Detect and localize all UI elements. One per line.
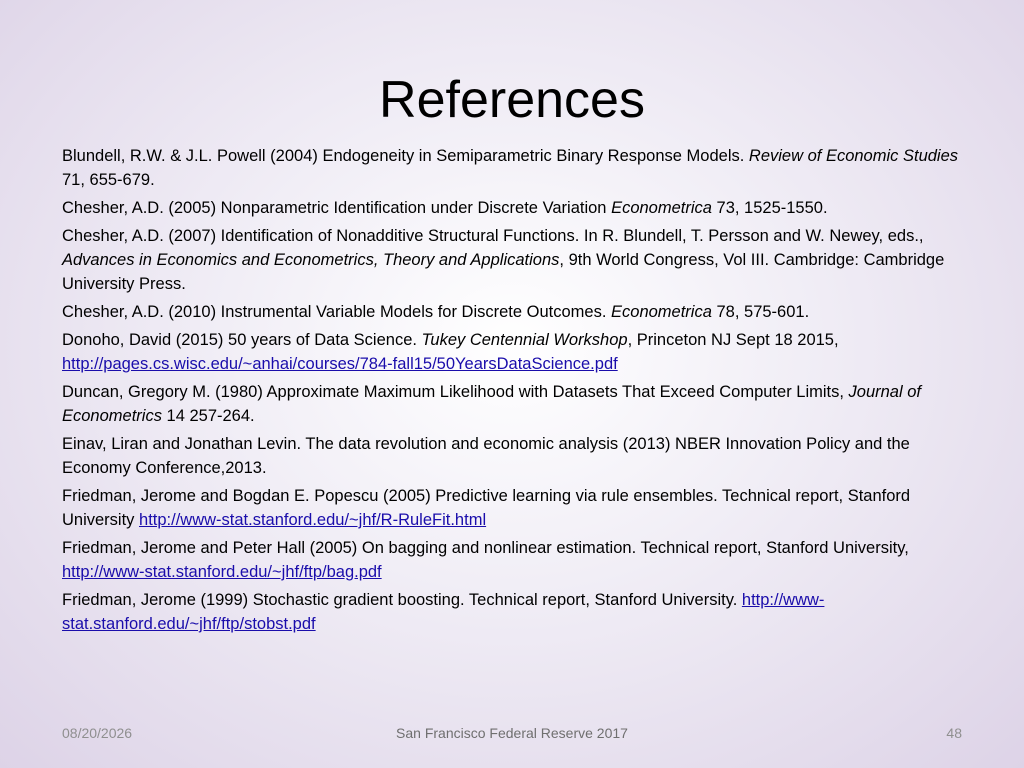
slide-title: References <box>379 71 645 129</box>
reference-source: Tukey Centennial Workshop <box>421 331 628 349</box>
reference-item <box>62 536 962 584</box>
footer-date: 08/20/2026 <box>62 725 133 741</box>
reference-text: Einav, Liran and Jonathan Levin. The data revolution and economic analysis (2013) NBER Innovation Policy and the Economy Conference,2013. <box>62 435 910 477</box>
reference-details: , 9th World Congress, Vol III. Cambridge: Cambridge University Press. <box>62 251 945 293</box>
reference-item <box>62 224 962 296</box>
reference-item <box>62 196 962 220</box>
reference-source: Review of Economic Studies <box>748 147 959 165</box>
slide-number: 48 <box>946 725 962 741</box>
reference-link[interactable]: http://pages.cs.wisc.edu/~anhai/courses/784-fall15/50YearsDataScience.pdf <box>62 355 618 373</box>
reference-list <box>62 144 962 640</box>
reference-item <box>62 432 962 480</box>
reference-item <box>62 144 962 192</box>
reference-item <box>62 484 962 532</box>
reference-text: Chesher, A.D. (2010) Instrumental Variable Models for Discrete Outcomes. <box>62 303 612 321</box>
reference-text: Duncan, Gregory M. (1980) Approximate Maximum Likelihood with Datasets That Exceed Computer Limits, <box>62 383 849 401</box>
reference-text: Chesher, A.D. (2007) Identification of Nonadditive Structural Functions. In R. Blundell, T. Persson and W. Newey, eds., <box>62 227 924 245</box>
reference-text: Donoho, David (2015) 50 years of Data Science. <box>62 331 422 349</box>
reference-link[interactable]: http://www-stat.stanford.edu/~jhf/ftp/bag.pdf <box>62 563 382 581</box>
reference-details: , Princeton NJ Sept 18 2015, <box>627 331 839 349</box>
reference-item <box>62 328 962 376</box>
reference-item <box>62 300 962 324</box>
reference-text: Blundell, R.W. & J.L. Powell (2004) Endogeneity in Semiparametric Binary Response Models. <box>62 147 749 165</box>
reference-details: 78, 575-601. <box>711 303 810 321</box>
reference-source: Econometrica <box>611 199 712 217</box>
reference-link[interactable]: http://www-stat.stanford.edu/~jhf/ftp/stobst.pdf <box>62 591 825 633</box>
footer-title: San Francisco Federal Reserve 2017 <box>396 725 628 741</box>
reference-source: Advances in Economics and Econometrics, Theory and Applications <box>62 251 560 269</box>
reference-details: 71, 655-679. <box>62 171 155 189</box>
reference-item <box>62 588 962 636</box>
reference-details: 14 257-264. <box>161 407 255 425</box>
reference-item <box>62 380 962 428</box>
reference-source: Journal of Econometrics <box>62 383 921 425</box>
reference-source: Econometrica <box>611 303 712 321</box>
reference-text: Friedman, Jerome (1999) Stochastic gradient boosting. Technical report, Stanford University. <box>62 591 742 609</box>
reference-text: Chesher, A.D. (2005) Nonparametric Identification under Discrete Variation <box>62 199 612 217</box>
reference-text: Friedman, Jerome and Peter Hall (2005) On bagging and nonlinear estimation. Technical report, Stanford University, <box>62 539 909 557</box>
reference-details: 73, 1525-1550. <box>711 199 828 217</box>
reference-link[interactable]: http://www-stat.stanford.edu/~jhf/R-RuleFit.html <box>139 511 487 529</box>
reference-text: Friedman, Jerome and Bogdan E. Popescu (2005) Predictive learning via rule ensembles. Technical report, Stanford University <box>62 487 911 529</box>
